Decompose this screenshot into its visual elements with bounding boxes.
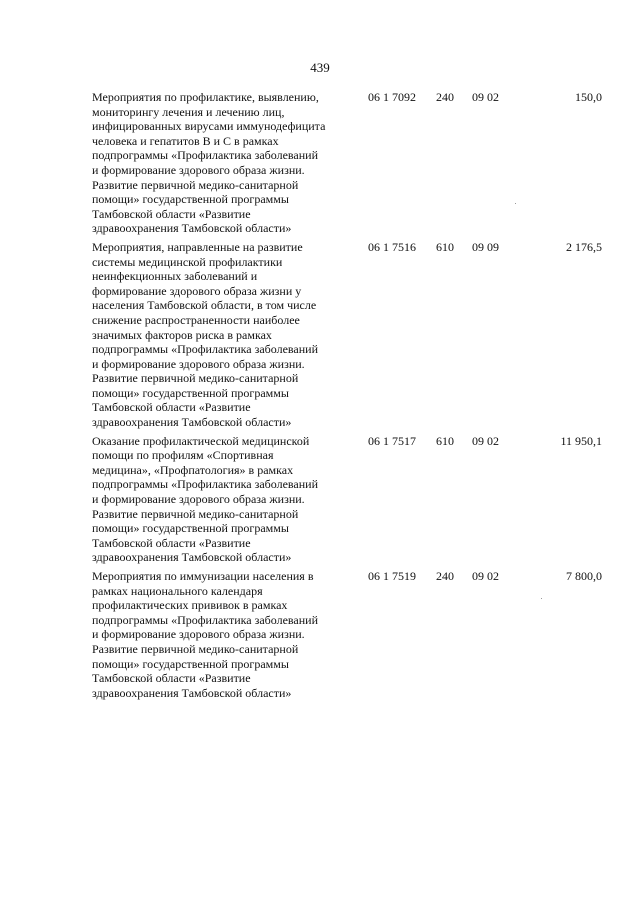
amount-value: 2 176,5 (566, 239, 602, 254)
section-subsection-code: 09 02 (472, 569, 499, 583)
row-description: Мероприятия, направленные на развитие системы медицинской профилактики неинфекционных заболеваний и формирование здорового образа жизни у населения Тамбовской области, в том числе снижение распространенности наиболее значимых факторов риска в рамках подпрограммы «Профилактика заболеваний и формирование здорового образа жизни. Развитие первичной медико-санитарной помощи» государственной программы Тамбовской области «Развитие здравоохранения Тамбовской области» (92, 239, 319, 430)
table-row (92, 90, 602, 236)
section-subsection-code: 09 02 (472, 90, 499, 104)
target-article-code: 06 1 7516 (368, 239, 416, 254)
expense-type-code: 610 (436, 239, 454, 254)
amount-value: 11 950,1 (560, 433, 602, 448)
expense-type-code: 240 (436, 90, 454, 104)
amount-value: 150,0 (575, 90, 602, 104)
amount-value: 7 800,0 (566, 569, 602, 583)
section-subsection-code: 09 09 (472, 239, 499, 254)
scan-speck (541, 598, 542, 599)
row-description: Оказание профилактической медицинской помощи по профилям «Спортивная медицина», «Профпатология» в рамках подпрограммы «Профилактика заболеваний и формирование здорового образа жизни. Развитие первичной медико-санитарной помощи» государственной программы Тамбовской области «Развитие здравоохранения Тамбовской области» (92, 433, 319, 565)
table-row (92, 240, 602, 430)
table-row (92, 434, 602, 565)
row-description: Мероприятия по профилактике, выявлению, мониторингу лечения и лечению лиц, инфицированных вирусами иммунодефицита человека и гепатитов В и С в рамках подпрограммы «Профилактика заболеваний и формирование здорового образа жизни. Развитие первичной медико-санитарной помощи» государственной программы Тамбовской области «Развитие здравоохранения Тамбовской области» (92, 90, 326, 236)
page-number: 439 (310, 60, 330, 75)
row-description: Мероприятия по иммунизации населения в рамках национального календаря профилактических прививок в рамках подпрограммы «Профилактика заболеваний и формирование здорового образа жизни. Развитие первичной медико-санитарной помощи» государственной программы Тамбовской области «Развитие здравоохранения Тамбовской области» (92, 569, 319, 700)
scan-speck (515, 203, 516, 204)
target-article-code: 06 1 7092 (368, 90, 416, 104)
expense-type-code: 240 (436, 569, 454, 583)
table-row (92, 569, 602, 700)
budget-table (92, 90, 602, 704)
target-article-code: 06 1 7517 (368, 433, 416, 448)
expense-type-code: 610 (436, 433, 454, 448)
section-subsection-code: 09 02 (472, 433, 499, 448)
target-article-code: 06 1 7519 (368, 569, 416, 583)
